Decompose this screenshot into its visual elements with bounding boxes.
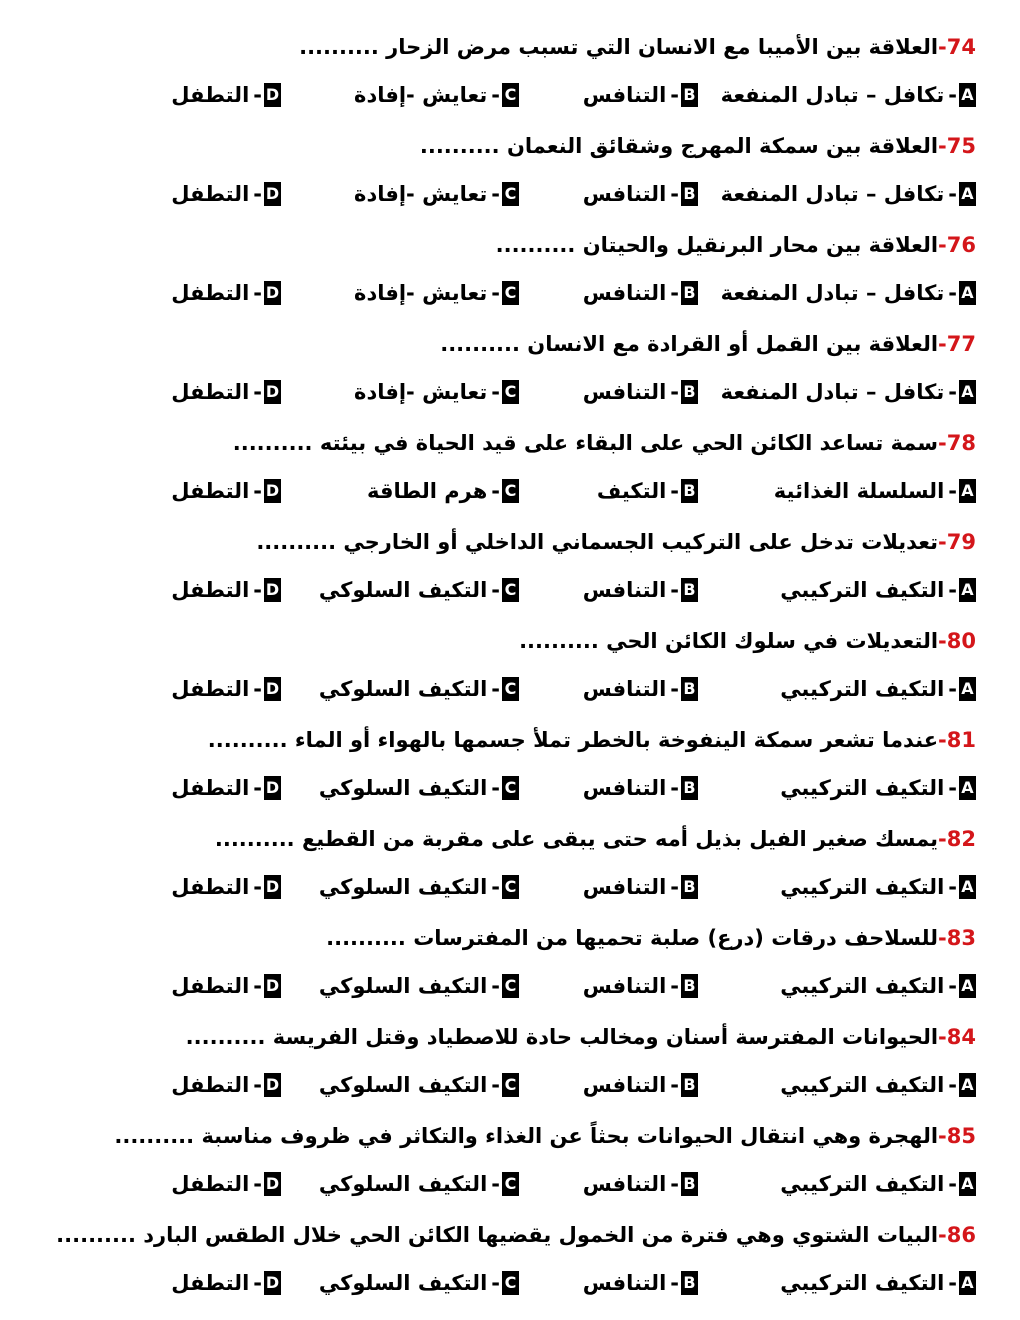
- options-row: [76, 672, 976, 706]
- option-letter-badge: D: [264, 182, 281, 206]
- option-letter-badge: A: [959, 182, 976, 206]
- question-text: 83-للسلاحف درقات (درع) صلبة تحميها من المفترسات ..........: [326, 926, 976, 950]
- option-letter-badge: A: [959, 578, 976, 602]
- option-letter-badge: C: [502, 677, 519, 701]
- option-c[interactable]: C - تعايش -إفادة: [354, 276, 519, 310]
- option-a[interactable]: A - التكيف التركيبي: [780, 672, 976, 706]
- option-d[interactable]: D - التطفل: [171, 974, 280, 998]
- option-d[interactable]: D - التطفل: [171, 1271, 280, 1295]
- option-letter-badge: A: [959, 1172, 976, 1196]
- question-text: 86-البيات الشتوي وهي فترة من الخمول يقضيها الكائن الحي خلال الطقس البارد ..........: [56, 1223, 976, 1247]
- option-letter-badge: B: [681, 776, 698, 800]
- options-row: [76, 78, 976, 112]
- option-c[interactable]: C - تعايش -إفادة: [354, 177, 519, 211]
- question-text: 74-العلاقة بين الأميبا مع الانسان التي تسبب مرض الزحار ..........: [299, 35, 976, 59]
- option-letter-badge: B: [681, 182, 698, 206]
- option-d[interactable]: D - التطفل: [171, 875, 280, 899]
- question-text: 76-العلاقة بين محار البرنقيل والحيتان ..........: [495, 233, 976, 257]
- option-letter-badge: D: [264, 83, 281, 107]
- option-letter-badge: C: [502, 83, 519, 107]
- options-row: [76, 969, 976, 1003]
- option-letter-badge: C: [502, 578, 519, 602]
- option-a[interactable]: A - تكافل – تبادل المنفعة: [721, 177, 976, 211]
- option-c[interactable]: C - التكيف السلوكي: [319, 1266, 519, 1300]
- option-a[interactable]: A - التكيف التركيبي: [780, 1167, 976, 1201]
- option-letter-badge: B: [681, 875, 698, 899]
- option-b[interactable]: B - التكيف: [597, 474, 698, 508]
- option-a[interactable]: A - التكيف التركيبي: [780, 573, 976, 607]
- option-b[interactable]: B - التنافس: [583, 177, 698, 211]
- question-text: 80-التعديلات في سلوك الكائن الحي ..........: [519, 629, 976, 653]
- question-number: 79: [946, 530, 976, 554]
- option-letter-badge: B: [681, 974, 698, 998]
- option-letter-badge: B: [681, 677, 698, 701]
- option-letter-badge: D: [264, 1172, 281, 1196]
- options-row: [76, 1068, 976, 1102]
- option-letter-badge: B: [681, 479, 698, 503]
- option-b[interactable]: B - التنافس: [583, 870, 698, 904]
- option-d[interactable]: D - التطفل: [171, 479, 280, 503]
- option-letter-badge: B: [681, 1172, 698, 1196]
- option-letter-badge: D: [264, 578, 281, 602]
- option-b[interactable]: B - التنافس: [583, 276, 698, 310]
- option-d[interactable]: D - التطفل: [171, 776, 280, 800]
- option-c[interactable]: C - هرم الطاقة: [367, 474, 519, 508]
- option-letter-badge: C: [502, 974, 519, 998]
- question-text: 78-سمة تساعد الكائن الحي على البقاء على قيد الحياة في بيئته ..........: [232, 431, 976, 455]
- option-d[interactable]: D - التطفل: [171, 83, 280, 107]
- option-letter-badge: A: [959, 1271, 976, 1295]
- option-d[interactable]: D - التطفل: [171, 677, 280, 701]
- option-d[interactable]: D - التطفل: [171, 380, 280, 404]
- option-a[interactable]: A - تكافل – تبادل المنفعة: [721, 375, 976, 409]
- options-row: [76, 1167, 976, 1201]
- option-a[interactable]: A - التكيف التركيبي: [780, 969, 976, 1003]
- question-text: 82-يمسك صغير الفيل بذيل أمه حتى يبقى على مقربة من القطيع ..........: [214, 827, 976, 851]
- option-letter-badge: C: [502, 182, 519, 206]
- option-letter-badge: D: [264, 776, 281, 800]
- option-letter-badge: A: [959, 1073, 976, 1097]
- option-letter-badge: D: [264, 875, 281, 899]
- question-text: 75-العلاقة بين سمكة المهرج وشقائق النعمان ..........: [419, 134, 976, 158]
- question-number: 75: [946, 134, 976, 158]
- question-text: 77-العلاقة بين القمل أو القرادة مع الانسان ..........: [440, 332, 976, 356]
- options-row: [76, 870, 976, 904]
- option-c[interactable]: C - تعايش -إفادة: [354, 375, 519, 409]
- options-row: [76, 771, 976, 805]
- question-text: 81-عندما تشعر سمكة الينفوخة بالخطر تملأ جسمها بالهواء أو الماء ..........: [207, 728, 976, 752]
- option-d[interactable]: D - التطفل: [171, 1172, 280, 1196]
- option-letter-badge: B: [681, 1073, 698, 1097]
- option-a[interactable]: A - التكيف التركيبي: [780, 870, 976, 904]
- option-letter-badge: C: [502, 1073, 519, 1097]
- option-c[interactable]: C - تعايش -إفادة: [354, 78, 519, 112]
- option-b[interactable]: B - التنافس: [583, 672, 698, 706]
- option-b[interactable]: B - التنافس: [583, 375, 698, 409]
- option-letter-badge: D: [264, 1073, 281, 1097]
- options-row: [76, 177, 976, 211]
- option-a[interactable]: A - التكيف التركيبي: [780, 1266, 976, 1300]
- option-letter-badge: C: [502, 281, 519, 305]
- option-letter-badge: C: [502, 1271, 519, 1295]
- option-b[interactable]: B - التنافس: [583, 1167, 698, 1201]
- option-c[interactable]: C - التكيف السلوكي: [319, 573, 519, 607]
- options-row: [76, 1266, 976, 1300]
- option-d[interactable]: D - التطفل: [171, 281, 280, 305]
- question-number: 86: [946, 1223, 976, 1247]
- option-letter-badge: B: [681, 83, 698, 107]
- question-number: 80: [946, 629, 976, 653]
- option-letter-badge: B: [681, 578, 698, 602]
- question-number: 83: [946, 926, 976, 950]
- option-letter-badge: D: [264, 281, 281, 305]
- option-c[interactable]: C - التكيف السلوكي: [319, 1167, 519, 1201]
- option-a[interactable]: A - السلسلة الغذائية: [774, 474, 976, 508]
- option-letter-badge: B: [681, 281, 698, 305]
- option-b[interactable]: B - التنافس: [583, 1266, 698, 1300]
- question-number: 85: [946, 1124, 976, 1148]
- option-a[interactable]: A - تكافل – تبادل المنفعة: [721, 78, 976, 112]
- question-text: 84-الحيوانات المفترسة أسنان ومخالب حادة للاصطياد وقتل الفريسة ..........: [185, 1025, 976, 1049]
- option-c[interactable]: C - التكيف السلوكي: [319, 969, 519, 1003]
- question-number: 84: [946, 1025, 976, 1049]
- option-letter-badge: D: [264, 1271, 281, 1295]
- question-number: 81: [946, 728, 976, 752]
- option-a[interactable]: A - التكيف التركيبي: [780, 771, 976, 805]
- option-c[interactable]: C - التكيف السلوكي: [319, 870, 519, 904]
- question-text: 85-الهجرة وهي انتقال الحيوانات بحثاً عن الغذاء والتكاثر في ظروف مناسبة ..........: [114, 1124, 976, 1148]
- option-letter-badge: D: [264, 479, 281, 503]
- option-c[interactable]: C - التكيف السلوكي: [319, 672, 519, 706]
- option-b[interactable]: B - التنافس: [583, 969, 698, 1003]
- question-text: 79-تعديلات تدخل على التركيب الجسماني الداخلي أو الخارجي ..........: [256, 530, 976, 554]
- options-row: [76, 474, 976, 508]
- option-d[interactable]: D - التطفل: [171, 578, 280, 602]
- option-letter-badge: A: [959, 776, 976, 800]
- option-b[interactable]: B - التنافس: [583, 78, 698, 112]
- question-number: 77: [946, 332, 976, 356]
- option-letter-badge: A: [959, 677, 976, 701]
- options-row: [76, 375, 976, 409]
- options-row: [76, 573, 976, 607]
- option-letter-badge: D: [264, 974, 281, 998]
- question-number: 76: [946, 233, 976, 257]
- option-letter-badge: C: [502, 1172, 519, 1196]
- option-a[interactable]: A - تكافل – تبادل المنفعة: [721, 276, 976, 310]
- option-letter-badge: A: [959, 479, 976, 503]
- option-a[interactable]: A - التكيف التركيبي: [780, 1068, 976, 1102]
- option-letter-badge: B: [681, 380, 698, 404]
- option-letter-badge: C: [502, 875, 519, 899]
- option-letter-badge: D: [264, 380, 281, 404]
- option-letter-badge: D: [264, 677, 281, 701]
- option-letter-badge: A: [959, 875, 976, 899]
- options-row: [76, 276, 976, 310]
- option-b[interactable]: B - التنافس: [583, 771, 698, 805]
- question-number: 82: [946, 827, 976, 851]
- option-letter-badge: A: [959, 380, 976, 404]
- option-c[interactable]: C - التكيف السلوكي: [319, 1068, 519, 1102]
- option-d[interactable]: D - التطفل: [171, 182, 280, 206]
- option-letter-badge: C: [502, 380, 519, 404]
- option-c[interactable]: C - التكيف السلوكي: [319, 771, 519, 805]
- question-number: 78: [946, 431, 976, 455]
- option-letter-badge: A: [959, 974, 976, 998]
- option-b[interactable]: B - التنافس: [583, 1068, 698, 1102]
- option-d[interactable]: D - التطفل: [171, 1073, 280, 1097]
- option-b[interactable]: B - التنافس: [583, 573, 698, 607]
- question-number: 74: [946, 35, 976, 59]
- option-letter-badge: C: [502, 776, 519, 800]
- option-letter-badge: B: [681, 1271, 698, 1295]
- option-letter-badge: C: [502, 479, 519, 503]
- option-letter-badge: A: [959, 83, 976, 107]
- option-letter-badge: A: [959, 281, 976, 305]
